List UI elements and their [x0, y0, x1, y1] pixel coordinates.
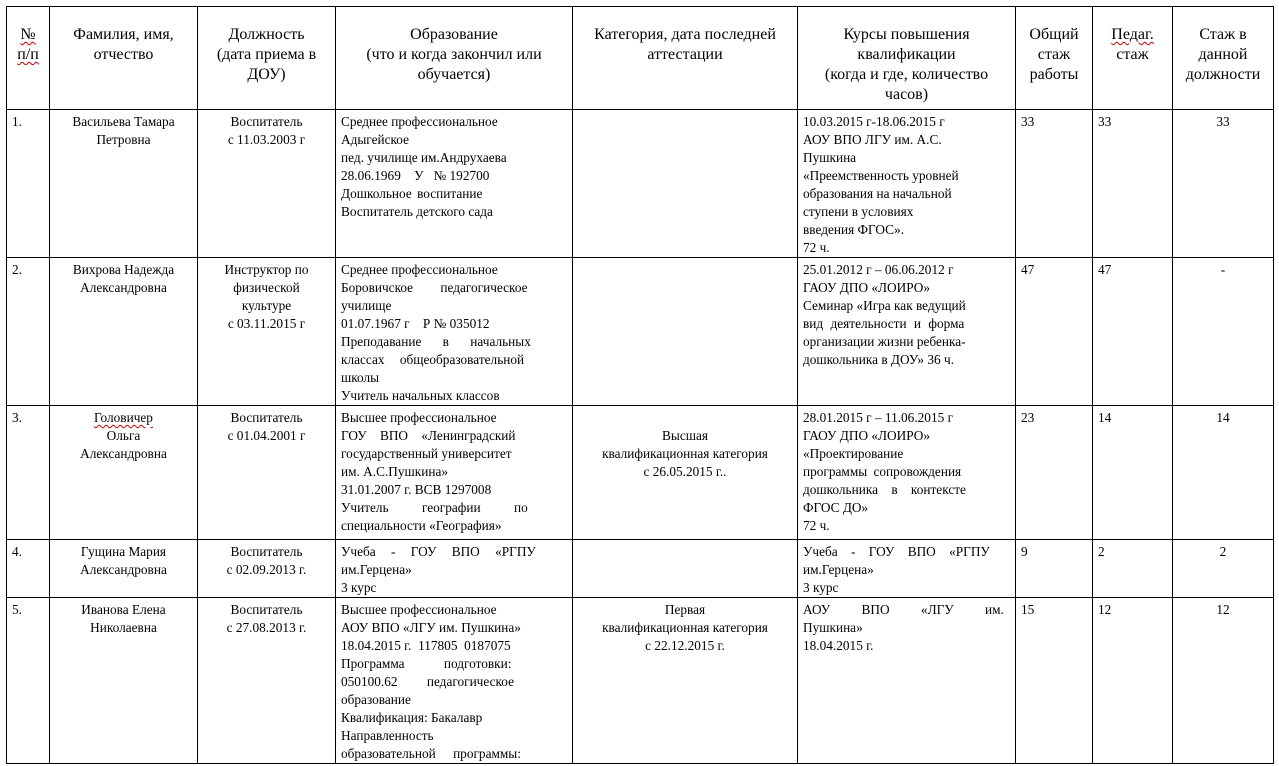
cell-ped-experience: 47 [1093, 258, 1173, 406]
cell-ped-experience: 14 [1093, 406, 1173, 540]
table-row [7, 406, 1274, 540]
cell-name: Головичер Ольга Александровна [50, 406, 198, 540]
cell-courses: 28.01.2015 г – 11.06.2015 г ГАОУ ДПО «ЛОИРО» «Проектирование программы сопровождения дошкольника в контексте ФГОС ДО» 72 ч. [798, 406, 1016, 540]
cell-total-experience: 15 [1016, 598, 1093, 764]
cell-position: Воспитатель с 27.08.2013 г. [198, 598, 336, 764]
cell-category: Высшая квалификационная категория с 26.05.2015 г.. [573, 406, 798, 540]
header-ped-experience: Педаг. стаж [1093, 7, 1173, 110]
cell-courses: 10.03.2015 г-18.06.2015 г АОУ ВПО ЛГУ им. А.С. Пушкина «Преемственность уровней образования на начальной ступени в условиях введения ФГОС». 72 ч. [798, 110, 1016, 258]
cell-num: 5. [7, 598, 50, 764]
cell-name: Гущина Мария Александровна [50, 540, 198, 598]
cell-education: Высшее профессиональное АОУ ВПО «ЛГУ им. Пушкина» 18.04.2015 г. 117805 0187075 Программа подготовки: 050100.62 педагогическое образование Квалификация: Бакалавр Направленность образовательной программы: [336, 598, 573, 764]
cell-courses: АОУ ВПО «ЛГУ им. Пушкина» 18.04.2015 г. [798, 598, 1016, 764]
cell-courses: Учеба - ГОУ ВПО «РГПУ им.Герцена» 3 курс [798, 540, 1016, 598]
table-row [7, 258, 1274, 406]
table-row [7, 540, 1274, 598]
cell-num: 4. [7, 540, 50, 598]
cell-category [573, 258, 798, 406]
cell-position-experience: 12 [1173, 598, 1274, 764]
staff-table [6, 6, 1274, 764]
table-row [7, 110, 1274, 258]
cell-education: Учеба - ГОУ ВПО «РГПУ им.Герцена» 3 курс [336, 540, 573, 598]
cell-category [573, 110, 798, 258]
cell-education: Высшее профессиональное ГОУ ВПО «Ленинградский государственный университет им. А.С.Пушкина» 31.01.2007 г. ВСВ 1297008 Учитель географии по специальности «География» [336, 406, 573, 540]
cell-total-experience: 33 [1016, 110, 1093, 258]
cell-position: Воспитатель с 11.03.2003 г [198, 110, 336, 258]
cell-category: Первая квалификационная категория с 22.12.2015 г. [573, 598, 798, 764]
cell-education: Среднее профессиональное Боровичское педагогическое училище 01.07.1967 г Р № 035012 Преподавание в начальных классах общеобразовательной школы Учитель начальных классов [336, 258, 573, 406]
header-education: Образование (что и когда закончил или обучается) [336, 7, 573, 110]
cell-num: 1. [7, 110, 50, 258]
cell-position-experience: 14 [1173, 406, 1274, 540]
header-total-experience: Общий стаж работы [1016, 7, 1093, 110]
header-name: Фамилия, имя, отчество [50, 7, 198, 110]
cell-total-experience: 23 [1016, 406, 1093, 540]
header-num: № п/п [7, 7, 50, 110]
cell-education: Среднее профессиональное Адыгейское пед. училище им.Андрухаева 28.06.1969 У № 192700 Дошкольное воспитание Воспитатель детского сада [336, 110, 573, 258]
header-row [7, 7, 1274, 110]
cell-position: Воспитатель с 01.04.2001 г [198, 406, 336, 540]
cell-name: Иванова Елена Николаевна [50, 598, 198, 764]
header-courses: Курсы повышения квалификации (когда и где, количество часов) [798, 7, 1016, 110]
table-row [7, 598, 1274, 764]
cell-num: 2. [7, 258, 50, 406]
cell-total-experience: 9 [1016, 540, 1093, 598]
cell-name: Вихрова Надежда Александровна [50, 258, 198, 406]
cell-courses: 25.01.2012 г – 06.06.2012 г ГАОУ ДПО «ЛОИРО» Семинар «Игра как ведущий вид деятельности и форма организации жизни ребенка- дошкольника в ДОУ» 36 ч. [798, 258, 1016, 406]
cell-ped-experience: 12 [1093, 598, 1173, 764]
header-position-experience: Стаж в данной должности [1173, 7, 1274, 110]
cell-name: Васильева Тамара Петровна [50, 110, 198, 258]
cell-position-experience: - [1173, 258, 1274, 406]
cell-ped-experience: 2 [1093, 540, 1173, 598]
cell-position: Инструктор по физической культуре с 03.11.2015 г [198, 258, 336, 406]
cell-position-experience: 2 [1173, 540, 1274, 598]
cell-ped-experience: 33 [1093, 110, 1173, 258]
cell-total-experience: 47 [1016, 258, 1093, 406]
cell-category [573, 540, 798, 598]
cell-num: 3. [7, 406, 50, 540]
cell-position-experience: 33 [1173, 110, 1274, 258]
header-position: Должность (дата приема в ДОУ) [198, 7, 336, 110]
header-category: Категория, дата последней аттестации [573, 7, 798, 110]
cell-position: Воспитатель с 02.09.2013 г. [198, 540, 336, 598]
